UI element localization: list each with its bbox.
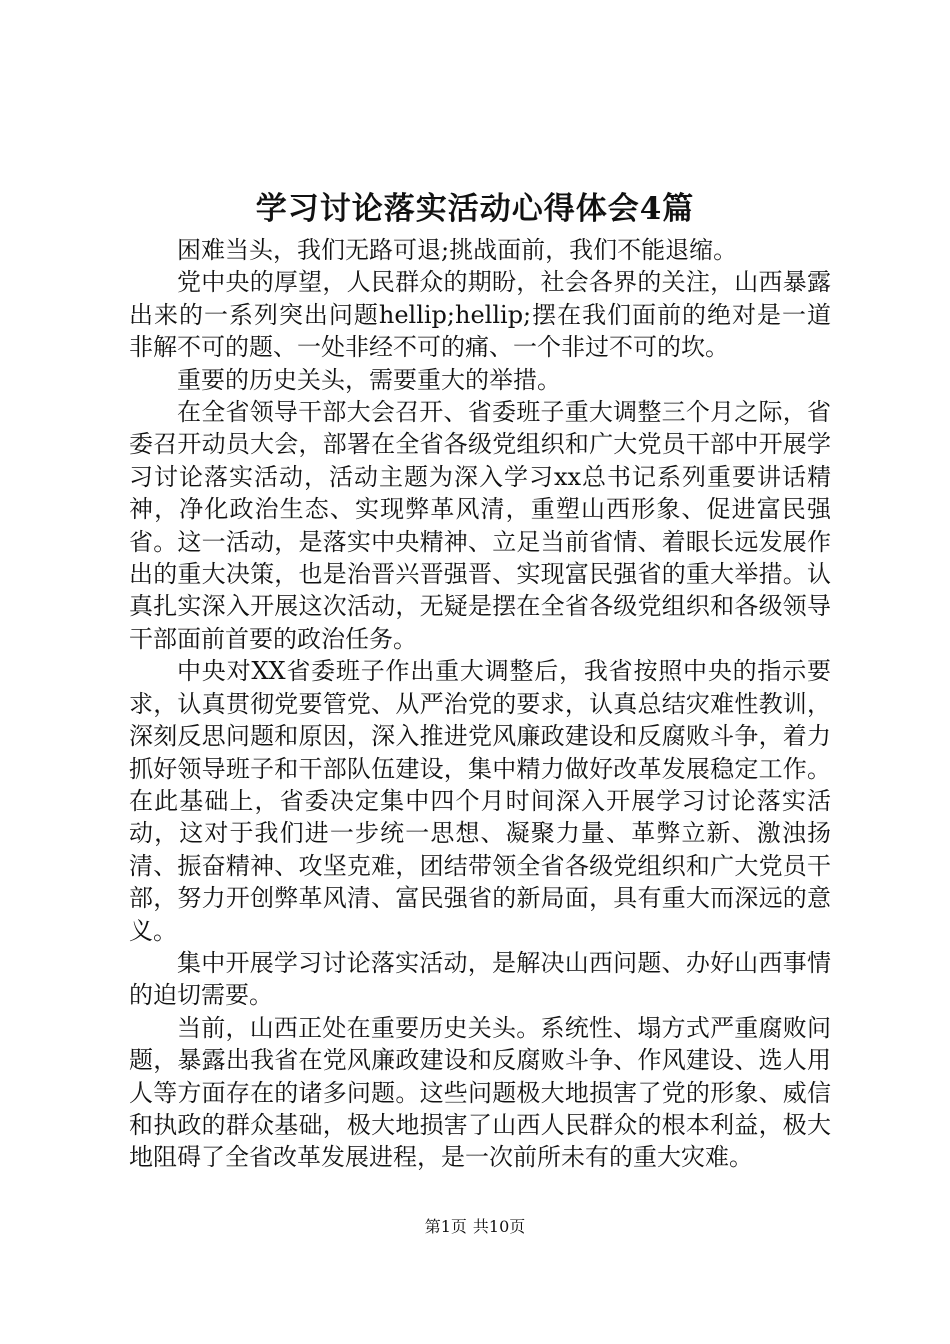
paragraph-2: 党中央的厚望，人民群众的期盼，社会各界的关注，山西暴露出来的一系列突出问题hellip;hellip;摆在我们面前的绝对是一道非解不可的题、一处非经不可的痛、一个非过不可的坎。 — [129, 268, 831, 362]
document-title: 学习讨论落实活动心得体会4篇 — [255, 191, 695, 227]
paragraph-5: 中央对XX省委班子作出重大调整后，我省按照中央的指示要求，认真贯彻党要管党、从严治党的要求，认真总结灾难性教训，深刻反思问题和原因，深入推进党风廉政建设和反腐败斗争，着力抓好领导班子和干部队伍建设，集中精力做好改革发展稳定工作。在此基础上，省委决定集中四个月时间深入开展学习讨论落实活动，这对于我们进一步统一思想、凝聚力量、革弊立新、激浊扬清、振奋精神、攻坚克难，团结带领全省各级党组织和广大党员干部，努力开创弊革风清、富民强省的新局面，具有重大而深远的意义。 — [129, 657, 831, 945]
paragraph-1: 困难当头，我们无路可退;挑战面前，我们不能退缩。 — [177, 236, 738, 264]
page-footer — [0, 1215, 950, 1239]
paragraph-3: 重要的历史关头，需要重大的举措。 — [177, 365, 561, 394]
page-number: 第1页 — [424, 1217, 467, 1236]
document-body — [129, 234, 831, 1174]
paragraph-7: 当前，山西正处在重要历史关头。系统性、塌方式严重腐败问题，暴露出我省在党风廉政建设和反腐败斗争、作风建设、选人用人等方面存在的诸多问题。这些问题极大地损害了党的形象、威信和执政的群众基础，极大地损害了山西人民群众的根本利益，极大地阻碍了全省改革发展进程，是一次前所未有的重大灾难。 — [129, 1013, 831, 1172]
paragraph-4: 在全省领导干部大会召开、省委班子重大调整三个月之际，省委召开动员大会，部署在全省各级党组织和广大党员干部中开展学习讨论落实活动，活动主题为深入学习xx总书记系列重要讲话精神，净化政治生态、实现弊革风清，重塑山西形象、促进富民强省。这一活动，是落实中央精神、立足当前省情、着眼长远发展作出的重大决策，也是治晋兴晋强晋、实现富民强省的重大举措。认真扎实深入开展这次活动，无疑是摆在全省各级党组织和各级领导干部面前首要的政治任务。 — [129, 398, 831, 653]
paragraph-6: 集中开展学习讨论落实活动，是解决山西问题、办好山西事情的迫切需要。 — [129, 948, 831, 1010]
page-total: 共10页 — [472, 1217, 526, 1236]
